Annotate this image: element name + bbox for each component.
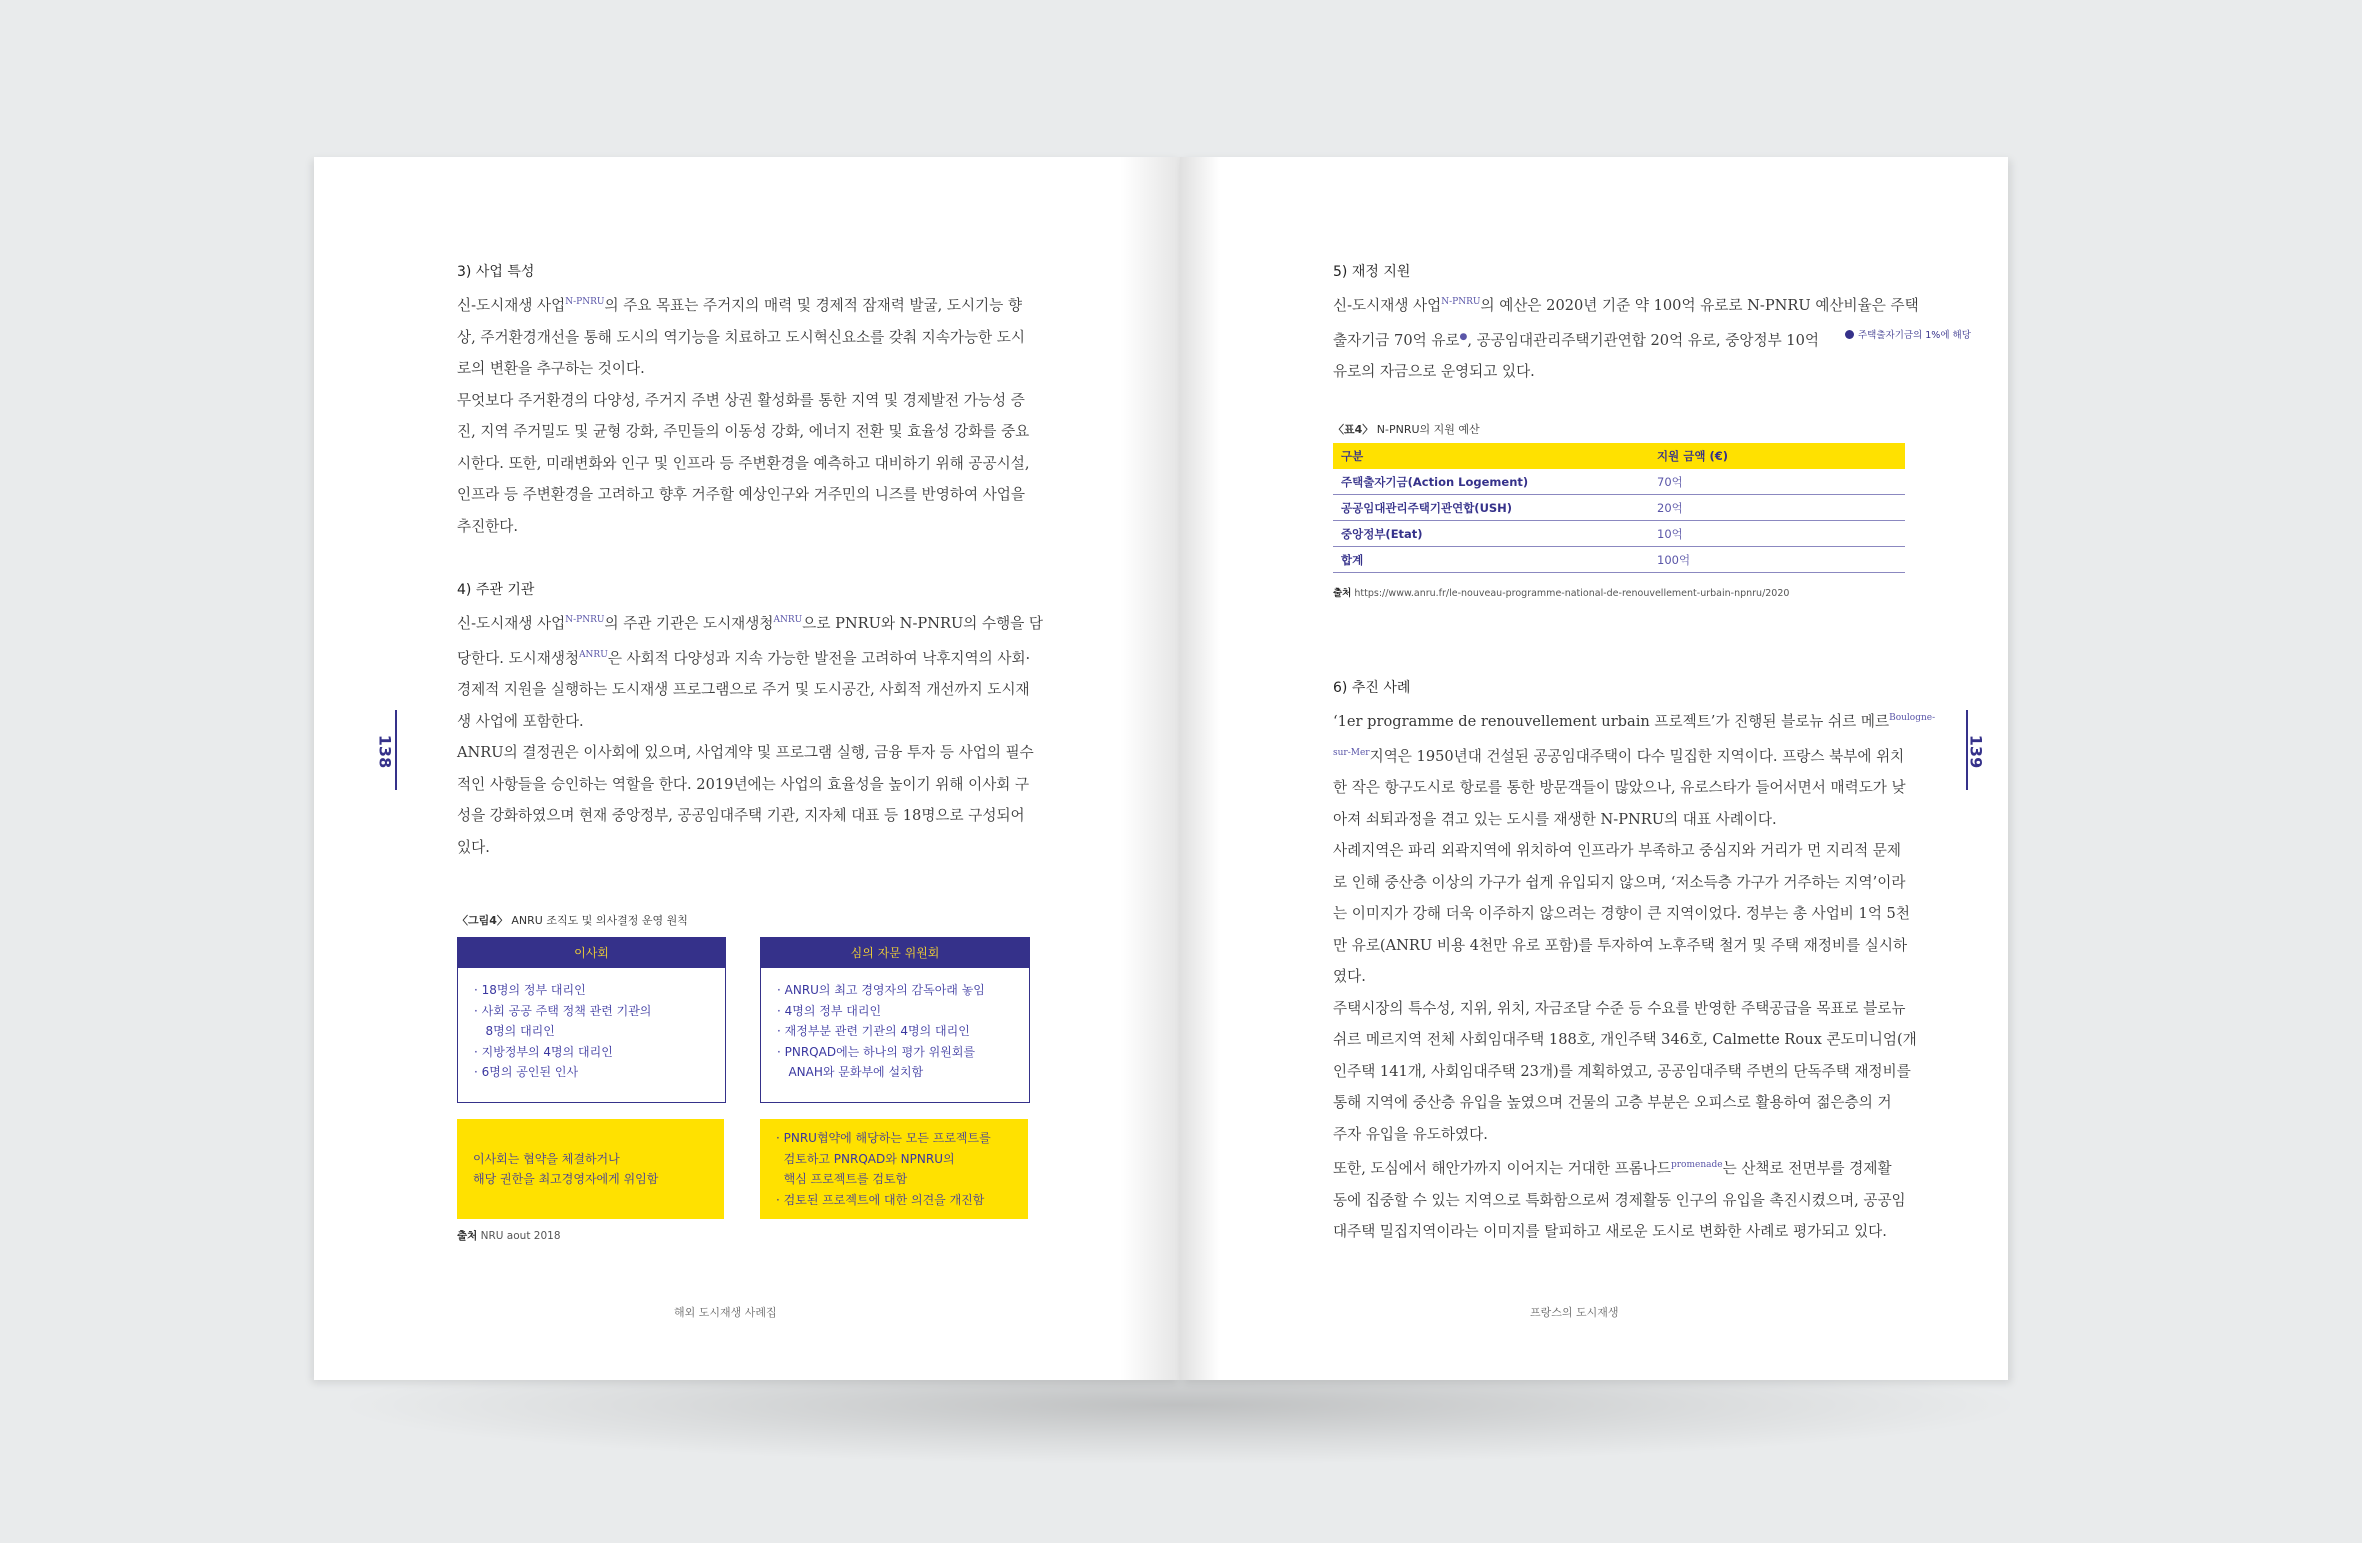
list-item: · PNRU협약에 해당하는 모든 프로젝트를: [776, 1131, 991, 1145]
text-line: [457, 511, 1029, 543]
right-page: [1180, 157, 2008, 1380]
committee-box-title: 심의 자문 위원회: [761, 938, 1029, 968]
table-cell-category: 중앙정부(Etat): [1333, 521, 1649, 547]
text-line: [457, 353, 1029, 385]
text-segment: 아져 쇠퇴과정을 겪고 있는 도시를 재생한 N-PNRU의 대표 사례이다.: [1333, 810, 1777, 828]
figure-source-text: NRU aout 2018: [477, 1230, 561, 1242]
list-item: · 4명의 정부 대리인: [777, 1003, 882, 1018]
text-segment: 신-도시재생 사업: [1333, 297, 1442, 314]
text-segment: 는 산책로 전면부를 경제활: [1722, 1160, 1892, 1177]
list-item: ANAH와 문화부에 설치함: [777, 1065, 924, 1079]
text-segment: 통해 지역에 중산층 유입을 높였으며 건물의 고층 부분은 오피스로 활용하여 젊은층의 거: [1333, 1094, 1892, 1111]
text-line: [457, 385, 1029, 417]
table-caption: [1333, 421, 1480, 437]
table-row: [1333, 521, 1905, 547]
text-line: [457, 800, 1043, 832]
text-segment: 동에 집중할 수 있는 지역으로 특화함으로써 경제활동 인구의 유입을 촉진시켰으며, 공공임: [1333, 1191, 1906, 1209]
table-header-category: 구분: [1333, 443, 1649, 469]
text-segment: 당한다. 도시재생청: [457, 649, 580, 667]
text-line: [1333, 1119, 1935, 1151]
text-segment: 한 작은 항구도시로 항로를 통한 방문객들이 많았으나, 유로스타가 들어서면서 매력도가 낮: [1333, 779, 1906, 796]
section-4-body: [457, 605, 1043, 863]
text-segment: 진, 지역 주거밀도 및 균형 강화, 주민들의 이동성 강화, 에너지 전환 및 효율성 강화를 중요: [457, 423, 1030, 440]
text-line: [457, 287, 1029, 322]
table-header-amount: 지원 금액 (€): [1649, 443, 1905, 469]
text-segment: 대주택 밀집지역이라는 이미지를 탈피하고 새로운 도시로 변화한 사례로 평가되고 있다.: [1333, 1223, 1887, 1240]
section-6-heading: 6) 추진 사례: [1333, 680, 1411, 696]
annotation-superscript: Boulogne-: [1889, 713, 1936, 723]
left-gutter-shade: [1120, 157, 1180, 1380]
text-segment: 또한, 도심에서 해안가까지 이어지는 거대한 프롬나드: [1333, 1160, 1671, 1177]
list-item: 이사회는 협약을 체결하거나: [473, 1151, 620, 1166]
figure-caption-label: 〈그림4〉: [457, 914, 508, 927]
text-line: [457, 448, 1029, 480]
text-line: [1333, 1087, 1935, 1119]
table-header-row: [1333, 443, 1905, 469]
annotation-superscript: N-PNRU: [1441, 297, 1481, 307]
list-item: · 검토된 프로젝트에 대한 의견을 개진함: [776, 1192, 985, 1207]
table-cell-category: 주택출자기금(Action Logement): [1333, 469, 1649, 495]
right-page-number: 139: [1966, 734, 1986, 769]
text-line: [1333, 993, 1935, 1025]
table-cell-amount: 10억: [1649, 521, 1905, 547]
table-row: [1333, 547, 1905, 573]
text-line: [457, 737, 1043, 769]
text-segment: 의 주요 목표는 주거지의 매력 및 경제적 잠재력 발굴, 도시기능 향: [604, 297, 1023, 314]
table-caption-label: 〈표4〉: [1333, 423, 1374, 436]
text-line: [457, 674, 1043, 706]
text-line: [1333, 1216, 1935, 1248]
committee-box: [760, 937, 1030, 1103]
text-segment: 인주택 141개, 사회임대주택 23개)를 계획하였고, 공공임대주택 주변의 단독주택 재정비를: [1333, 1062, 1911, 1080]
text-line: [1333, 867, 1935, 899]
text-segment: 로의 변환을 추구하는 것이다.: [457, 360, 645, 377]
text-segment: 무엇보다 주거환경의 다양성, 주거지 주변 상권 활성화를 통한 지역 및 경제발전 가능성 증: [457, 391, 1025, 409]
text-segment: 시한다. 또한, 미래변화와 인구 및 인프라 등 주변환경을 예측하고 대비하기 위해 공공시설,: [457, 454, 1030, 472]
right-footer: 프랑스의 도시재생: [1530, 1306, 1619, 1319]
text-segment: 유로의 자금으로 운영되고 있다.: [1333, 363, 1535, 380]
section-6-body: [1333, 703, 1935, 1248]
annotation-superscript: promenade: [1670, 1160, 1723, 1170]
text-segment: 쉬르 메르지역 전체 사회임대주택 188호, 개인주택 346호, Calmette Roux 콘도미니엄(개: [1333, 1031, 1917, 1048]
text-line: [1333, 772, 1935, 804]
list-item: · 18명의 정부 대리인: [474, 983, 586, 997]
table-source-label: 출처: [1333, 588, 1352, 599]
text-segment: 추진한다.: [457, 517, 519, 535]
board-box: [457, 937, 726, 1103]
text-line: [457, 479, 1029, 511]
figure-source: [457, 1228, 561, 1243]
note-bullet-icon: [1845, 330, 1854, 339]
annotation-superscript: N-PNRU: [565, 615, 605, 625]
text-segment: 신-도시재생 사업: [457, 615, 566, 632]
table-cell-category: 공공임대관리주택기관연합(USH): [1333, 495, 1649, 521]
left-page: [314, 157, 1180, 1380]
text-segment: ‘1er programme de renouvellement urbain 프로젝트’가 진행된 블로뉴 쉬르 메르: [1333, 713, 1890, 730]
text-line: [1333, 804, 1935, 836]
text-segment: 의 예산은 2020년 기준 약 100억 유로로 N-PNRU 예산비율은 주택: [1480, 297, 1919, 314]
margin-note-text: 주택출자기금의 1%에 해당: [1858, 330, 1971, 341]
text-segment: 출자기금 70억 유로: [1333, 331, 1460, 349]
text-line: [1333, 898, 1935, 930]
text-line: [457, 640, 1043, 675]
text-segment: 신-도시재생 사업: [457, 297, 566, 314]
table-cell-amount: 100억: [1649, 547, 1905, 573]
section-5-body: [1333, 287, 1919, 388]
text-line: [1333, 930, 1935, 962]
text-line: [1333, 1056, 1935, 1088]
table-source-text: https://www.anru.fr/le-nouveau-programme-national-de-renouvellement-urbain-npnru/2020: [1351, 588, 1790, 599]
board-box-list: [458, 968, 725, 1095]
text-segment: 상, 주거환경개선을 통해 도시의 역기능을 치료하고 도시혁신요소를 갖춰 지속가능한 도시: [457, 328, 1026, 346]
list-item: · 재정부분 관련 기관의 4명의 대리인: [777, 1024, 970, 1038]
list-item: · PNRQAD에는 하나의 평가 위원회를: [777, 1044, 976, 1059]
text-segment: 만 유로(ANRU 비용 4천만 유로 포함)를 투자하여 노후주택 철거 및 주택 재정비를 실시하: [1333, 936, 1908, 954]
list-item: 해당 권한을 최고경영자에게 위임함: [473, 1172, 659, 1186]
text-line: [1333, 356, 1919, 388]
annotation-superscript: ANRU: [773, 615, 803, 625]
text-segment: 생 사업에 포함한다.: [457, 712, 584, 730]
text-line: [457, 706, 1043, 738]
text-line: [457, 416, 1029, 448]
text-line: [1333, 738, 1935, 773]
table-caption-text: N-PNRU의 지원 예산: [1373, 423, 1480, 436]
text-segment: 지역은 1950년대 건설된 공공임대주택이 다수 밀집한 지역이다. 프랑스 북부에 위치: [1369, 747, 1905, 765]
text-segment: , 공공임대관리주택기관연합 20억 유로, 중앙정부 10억: [1467, 331, 1819, 349]
section-3-body: [457, 287, 1029, 542]
section-4-heading: 4) 주관 기관: [457, 582, 535, 598]
table-row: [1333, 495, 1905, 521]
right-gutter-shade: [1180, 157, 1220, 1380]
list-item: · 사회 공공 주택 정책 관련 기관의: [474, 1003, 652, 1018]
committee-box-list: [761, 968, 1029, 1095]
text-segment: ANRU의 결정권은 이사회에 있으며, 사업계약 및 프로그램 실행, 금융 투자 등 사업의 필수: [457, 744, 1034, 761]
annotation-superscript: ●: [1459, 331, 1468, 342]
figure-caption: [457, 912, 688, 928]
text-segment: 로 인해 중산층 이상의 가구가 쉽게 유입되지 않으며, ‘저소득층 가구가 거주하는 지역’이라: [1333, 873, 1906, 891]
section-5-heading: 5) 재정 지원: [1333, 264, 1411, 280]
text-segment: 인프라 등 주변환경을 고려하고 향후 거주할 예상인구와 거주민의 니즈를 반영하여 사업을: [457, 486, 1026, 503]
margin-note: [1845, 327, 1971, 341]
text-segment: 성을 강화하였으며 현재 중앙정부, 공공임대주택 기관, 지자체 대표 등 18명으로 구성되어: [457, 807, 1025, 824]
text-line: [1333, 835, 1935, 867]
text-segment: 는 이미지가 강해 더욱 이주하지 않으려는 경향이 큰 지역이었다. 정부는 총 사업비 1억 5천: [1333, 905, 1910, 922]
text-segment: 사례지역은 파리 외곽지역에 위치하여 인프라가 부족하고 중심지와 거리가 먼 지리적 문제: [1333, 842, 1902, 859]
text-line: [1333, 1185, 1935, 1217]
text-segment: 주택시장의 특수성, 지위, 위치, 자금조달 수준 등 수요를 반영한 주택공급을 목표로 블로뉴: [1333, 999, 1906, 1017]
annotation-superscript: ANRU: [579, 649, 608, 660]
list-item: 핵심 프로젝트를 검토함: [776, 1172, 908, 1186]
text-line: [1333, 961, 1935, 993]
left-page-marker-line: [395, 710, 397, 790]
text-line: [457, 769, 1043, 801]
text-segment: 은 사회적 다양성과 지속 가능한 발전을 고려하여 낙후지역의 사회·: [607, 649, 1031, 667]
text-segment: 있다.: [457, 838, 490, 856]
table-cell-category: 합계: [1333, 547, 1649, 573]
list-item: 검토하고 PNRQAD와 NPNRU의: [776, 1151, 955, 1166]
list-item: 8명의 대리인: [474, 1024, 555, 1038]
table-row: [1333, 469, 1905, 495]
budget-table: [1333, 443, 1905, 573]
list-item: · 지방정부의 4명의 대리인: [474, 1044, 613, 1059]
figure-caption-text: ANRU 조직도 및 의사결정 운영 원칙: [507, 914, 688, 927]
text-line: [1333, 1150, 1935, 1185]
text-segment: 경제적 지원을 실행하는 도시재생 프로그램으로 주거 및 도시공간, 사회적 개선까지 도시재: [457, 681, 1030, 698]
text-line: [1333, 703, 1935, 738]
text-line: [1333, 1024, 1935, 1056]
section-3-heading: 3) 사업 특성: [457, 264, 535, 280]
text-line: [457, 322, 1029, 354]
figure-source-label: 출처: [457, 1230, 478, 1242]
left-footer: 해외 도시재생 사례집: [674, 1306, 777, 1319]
text-line: [457, 832, 1043, 864]
board-role-box: [457, 1119, 724, 1219]
table-cell-amount: 20억: [1649, 495, 1905, 521]
list-item: · ANRU의 최고 경영자의 감독아래 놓임: [777, 983, 985, 997]
annotation-superscript: N-PNRU: [565, 297, 605, 307]
annotation-superscript: sur-Mer: [1333, 747, 1370, 758]
committee-role-box: [760, 1119, 1028, 1219]
text-line: [457, 605, 1043, 640]
table-cell-amount: 70억: [1649, 469, 1905, 495]
text-line: [1333, 287, 1919, 322]
text-segment: 주자 유입을 유도하였다.: [1333, 1125, 1488, 1143]
text-segment: 으로 PNRU와 N-PNRU의 수행을 담: [802, 615, 1044, 632]
text-segment: 적인 사항들을 승인하는 역할을 한다. 2019년에는 사업의 효율성을 높이기 위해 이사회 구: [457, 775, 1030, 793]
list-item: · 6명의 공인된 인사: [474, 1065, 579, 1079]
table-source: [1333, 585, 1789, 599]
left-page-number: 138: [375, 734, 395, 769]
text-line: [1333, 322, 1919, 357]
text-segment: 의 주관 기관은 도시재생청: [604, 615, 774, 632]
text-segment: 였다.: [1333, 968, 1366, 985]
board-box-title: 이사회: [458, 938, 725, 968]
